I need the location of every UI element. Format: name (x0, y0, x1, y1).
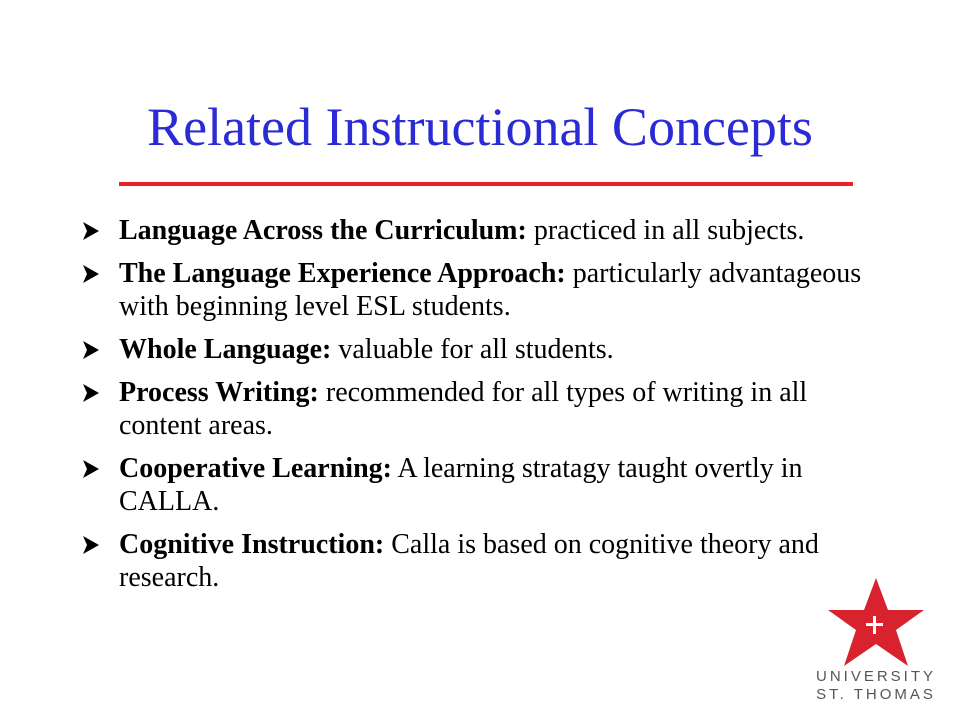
bullet-item (78, 376, 878, 442)
arrow-right-icon (80, 263, 102, 285)
bullet-text: Calla is based on cognitive theory and research. (119, 529, 819, 593)
bullet-item (78, 257, 878, 323)
bullet-list (78, 214, 878, 604)
bullet-term: Process Writing: (119, 377, 319, 408)
arrow-right-icon (80, 458, 102, 480)
arrow-right-icon (80, 220, 102, 242)
bullet-item (78, 333, 878, 366)
bullet-text: A learning stratagy taught overtly in CALLA. (119, 453, 803, 517)
bullet-text: valuable for all students. (331, 334, 614, 365)
title-underline (119, 182, 853, 186)
university-logo (812, 576, 940, 706)
arrow-right-icon (80, 339, 102, 361)
logo-university-text: UNIVERSITY (815, 668, 936, 685)
bullet-term: The Language Experience Approach: (119, 258, 566, 289)
bullet-term: Cooperative Learning: (119, 453, 392, 484)
bullet-term: Whole Language: (119, 334, 332, 365)
arrow-right-icon (80, 382, 102, 404)
bullet-item (78, 214, 878, 247)
bullet-text: recommended for all types of writing in all content areas. (119, 377, 808, 441)
bullet-text: particularly advantageous with beginning level ESL students. (119, 258, 862, 322)
bullet-item (78, 528, 878, 594)
star-cross-logo-icon (820, 576, 932, 668)
bullet-text: practiced in all subjects. (526, 215, 805, 246)
bullet-term: Cognitive Instruction: (119, 529, 385, 560)
bullet-term: Language Across the Curriculum: (119, 215, 527, 246)
slide-title: Related Instructional Concepts (147, 97, 813, 157)
bullet-item (78, 452, 878, 518)
logo-st-thomas-text: ST. THOMAS (816, 686, 936, 703)
arrow-right-icon (80, 534, 102, 556)
